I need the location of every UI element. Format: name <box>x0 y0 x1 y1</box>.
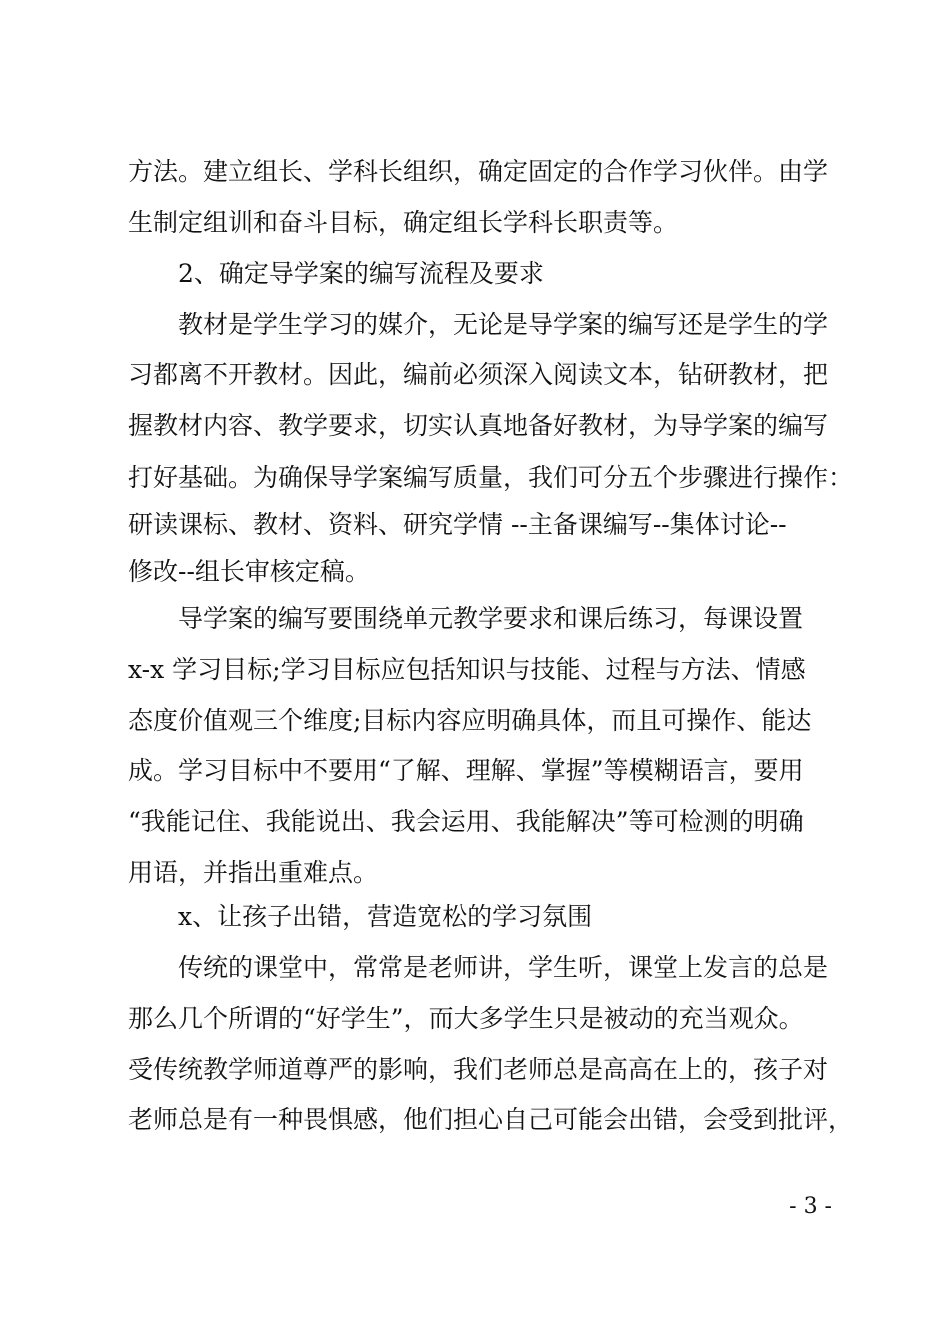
section-heading: 2、确定导学案的编写流程及要求 <box>178 259 544 288</box>
text-line: 习都离不开教材。因此，编前必须深入阅读文本，钻研教材，把 <box>128 360 829 389</box>
text-line: 那么几个所谓的“好学生”，而大多学生只是被动的充当观众。 <box>128 1004 804 1033</box>
text-line: x-x 学习目标;学习目标应包括知识与技能、过程与方法、情感 <box>128 655 806 684</box>
text-line: 受传统教学师道尊严的影响，我们老师总是高高在上的，孩子对 <box>128 1055 829 1084</box>
text-line: 导学案的编写要围绕单元教学要求和课后练习，每课设置 <box>178 604 804 633</box>
text-line: 方法。建立组长、学科长组织，确定固定的合作学习伙伴。由学 <box>128 157 829 186</box>
text-line: 打好基础。为确保导学案编写质量，我们可分五个步骤进行操作： <box>128 463 854 492</box>
text-line: 传统的课堂中，常常是老师讲，学生听，课堂上发言的总是 <box>178 953 829 982</box>
text-line: 老师总是有一种畏惧感，他们担心自己可能会出错，会受到批评， <box>128 1105 854 1134</box>
page-number: - 3 - <box>789 1194 832 1219</box>
text-line: 修改--组长审核定稿。 <box>128 557 370 586</box>
text-line: 教材是学生学习的媒介，无论是导学案的编写还是学生的学 <box>178 310 829 339</box>
text-line: “我能记住、我能说出、我会运用、我能解决”等可检测的明确 <box>128 807 804 836</box>
text-line: 研读课标、教材、资料、研究学情 --主备课编写--集体讨论-- <box>128 510 787 539</box>
section-heading: x、让孩子出错，营造宽松的学习氛围 <box>178 902 593 931</box>
text-line: 握教材内容、教学要求，切实认真地备好教材，为导学案的编写 <box>128 411 829 440</box>
text-line: 生制定组训和奋斗目标，确定组长学科长职责等。 <box>128 208 679 237</box>
text-line: 态度价值观三个维度;目标内容应明确具体，而且可操作、能达 <box>128 706 812 735</box>
text-line: 成。学习目标中不要用“了解、理解、掌握”等模糊语言，要用 <box>128 756 804 785</box>
text-line: 用语，并指出重难点。 <box>128 858 379 887</box>
